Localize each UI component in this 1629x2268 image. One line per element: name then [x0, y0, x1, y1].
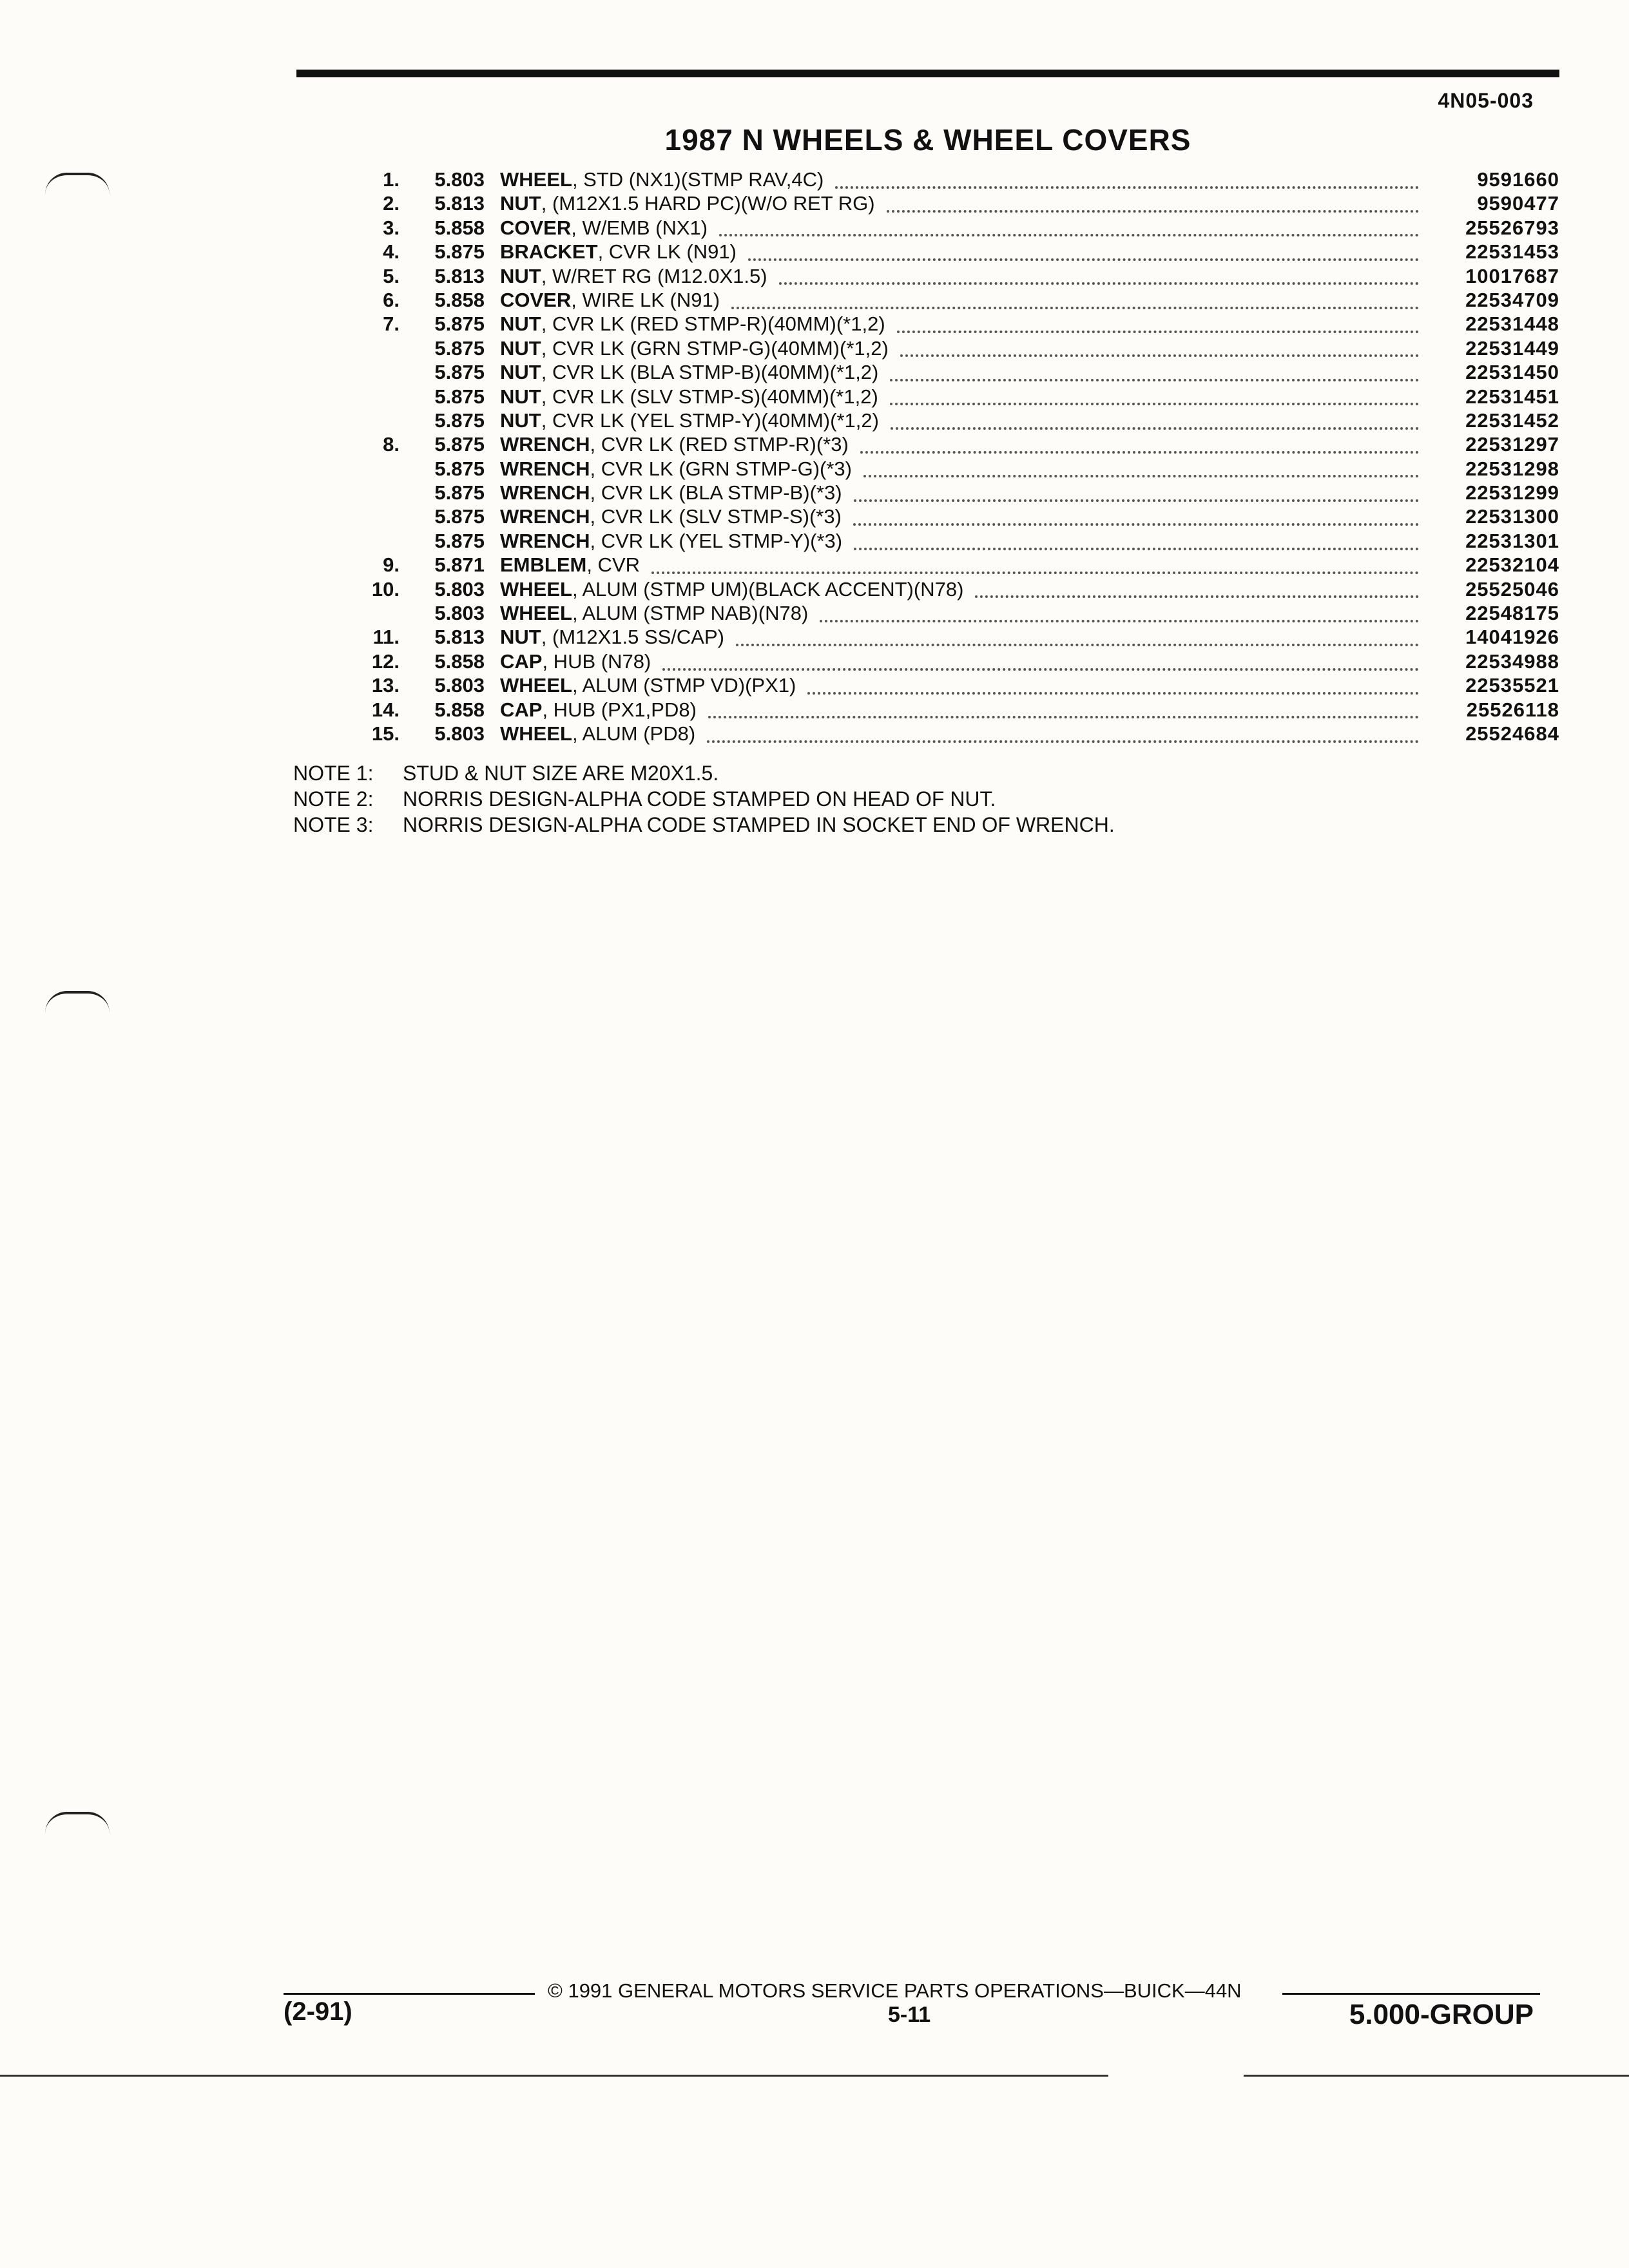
part-number: 25524684 — [1465, 722, 1559, 745]
part-description — [500, 288, 720, 312]
item-number: 9. — [383, 553, 400, 577]
part-name: NUT — [500, 192, 541, 215]
group-code: 5.875 — [434, 529, 485, 552]
part-name: COVER — [500, 216, 572, 239]
dot-leader — [835, 184, 1419, 189]
group-code: 5.871 — [434, 553, 485, 577]
note-line — [293, 760, 1115, 786]
part-name: WHEEL — [500, 722, 572, 745]
part-number: 22531297 — [1465, 433, 1559, 456]
group-code: 5.875 — [434, 457, 485, 480]
part-row — [348, 408, 1559, 432]
revision-date: (2-91) — [284, 1997, 352, 2026]
part-spec: , CVR LK (RED STMP-R)(40MM)(*1,2) — [541, 312, 885, 336]
part-spec: , (M12X1.5 HARD PC)(W/O RET RG) — [541, 192, 875, 215]
part-name: CAP — [500, 698, 543, 721]
part-description — [500, 601, 808, 625]
part-number: 10017687 — [1465, 264, 1559, 287]
item-number: 6. — [383, 288, 400, 311]
part-row — [348, 649, 1559, 673]
part-row — [348, 577, 1559, 601]
part-description — [500, 481, 842, 505]
part-name: WRENCH — [500, 481, 590, 505]
part-description — [500, 336, 889, 360]
dot-leader — [854, 497, 1419, 502]
item-number: 8. — [383, 433, 400, 456]
part-name: COVER — [500, 288, 572, 311]
part-spec: , CVR LK (SLV STMP-S)(40MM)(*1,2) — [541, 385, 878, 408]
dot-leader — [900, 352, 1419, 357]
part-spec: , HUB (PX1,PD8) — [542, 698, 697, 721]
page-code: 4N05-003 — [1438, 89, 1534, 112]
part-name: NUT — [500, 385, 541, 408]
part-number: 25526793 — [1465, 216, 1559, 239]
dot-leader — [719, 231, 1419, 236]
group-code: 5.858 — [434, 649, 485, 673]
part-spec: , CVR LK (RED STMP-R)(*3) — [590, 433, 849, 456]
group-code: 5.803 — [434, 722, 485, 745]
part-spec: , CVR LK (GRN STMP-G)(40MM)(*1,2) — [541, 336, 889, 360]
note-text: STUD & NUT SIZE ARE M20X1.5. — [403, 762, 719, 785]
copyright-notice: © 1991 GENERAL MOTORS SERVICE PARTS OPERATIONS—BUICK—44N — [548, 1979, 1242, 2002]
dot-leader — [779, 280, 1419, 285]
item-number: 14. — [371, 698, 400, 721]
dot-leader — [707, 738, 1419, 743]
part-name: NUT — [500, 626, 541, 649]
part-row — [348, 553, 1559, 577]
part-description — [500, 240, 737, 264]
part-spec: , W/RET RG (M12.0X1.5) — [541, 264, 767, 287]
part-name: BRACKET — [500, 240, 598, 264]
item-number: 4. — [383, 240, 400, 264]
item-number: 7. — [383, 312, 400, 336]
part-description — [500, 625, 724, 649]
item-number: 10. — [371, 577, 400, 601]
part-spec: , ALUM (PD8) — [572, 722, 696, 745]
part-row — [348, 216, 1559, 240]
dot-leader — [748, 256, 1419, 261]
part-name: NUT — [500, 336, 541, 360]
part-name: WRENCH — [500, 505, 590, 528]
part-spec: , CVR LK (YEL STMP-Y)(40MM)(*1,2) — [541, 408, 879, 432]
dot-leader — [736, 641, 1419, 646]
part-row — [348, 673, 1559, 697]
part-spec: , ALUM (STMP VD)(PX1) — [572, 674, 796, 697]
part-spec: , WIRE LK (N91) — [571, 288, 720, 311]
group-code: 5.803 — [434, 674, 485, 697]
top-rule — [296, 70, 1559, 77]
dot-leader — [731, 304, 1419, 309]
part-row — [348, 240, 1559, 264]
part-description — [500, 408, 879, 432]
part-row — [348, 312, 1559, 336]
dot-leader — [807, 689, 1419, 695]
group-code: 5.875 — [434, 312, 485, 336]
part-number: 25525046 — [1465, 577, 1559, 601]
dot-leader — [662, 666, 1419, 671]
part-spec: , CVR LK (YEL STMP-Y)(*3) — [590, 529, 843, 552]
part-row — [348, 529, 1559, 553]
part-row — [348, 336, 1559, 360]
part-name: WHEEL — [500, 577, 572, 601]
group-code: 5.875 — [434, 481, 485, 505]
group-code: 5.803 — [434, 168, 485, 191]
part-name: WRENCH — [500, 457, 590, 480]
item-number: 11. — [372, 626, 400, 649]
part-row — [348, 722, 1559, 745]
part-description — [500, 264, 767, 288]
part-number: 22534709 — [1465, 288, 1559, 311]
note-label: NOTE 1: — [293, 762, 374, 785]
group-code: 5.813 — [434, 264, 485, 287]
part-name: WRENCH — [500, 433, 590, 456]
part-number: 22531448 — [1465, 312, 1559, 336]
part-description — [500, 360, 878, 384]
notes-section — [293, 760, 1115, 838]
dot-leader — [863, 472, 1419, 477]
parts-list — [348, 168, 1559, 745]
binder-hole-mark — [45, 1812, 110, 1834]
part-spec: , CVR LK (BLA STMP-B)(40MM)(*1,2) — [541, 361, 879, 384]
item-number: 2. — [383, 192, 400, 215]
dot-leader — [854, 545, 1419, 550]
page-title: 1987 N WHEELS & WHEEL COVERS — [664, 123, 1191, 157]
footer-rule-right — [1282, 1993, 1540, 1995]
part-name: EMBLEM — [500, 553, 587, 577]
part-spec: , CVR LK (BLA STMP-B)(*3) — [590, 481, 842, 505]
item-number: 3. — [383, 216, 400, 239]
part-name: NUT — [500, 408, 541, 432]
binder-hole-mark — [45, 173, 110, 195]
part-number: 22531451 — [1465, 385, 1559, 408]
part-row — [348, 481, 1559, 505]
dot-leader — [890, 376, 1419, 381]
part-description — [500, 216, 708, 240]
part-number: 9590477 — [1477, 192, 1559, 215]
dot-leader — [853, 521, 1419, 526]
part-spec: , ALUM (STMP UM)(BLACK ACCENT)(N78) — [572, 577, 964, 601]
dot-leader — [708, 713, 1419, 718]
part-row — [348, 625, 1559, 649]
dot-leader — [897, 328, 1419, 333]
dot-leader — [651, 569, 1419, 574]
dot-leader — [860, 448, 1419, 454]
part-spec: , STD (NX1)(STMP RAV,4C) — [572, 168, 824, 191]
part-row — [348, 360, 1559, 384]
part-description — [500, 722, 695, 745]
group-code: 5.875 — [434, 240, 485, 264]
part-description — [500, 505, 842, 528]
part-name: WRENCH — [500, 529, 590, 552]
dot-leader — [975, 593, 1419, 598]
part-number: 22531449 — [1465, 336, 1559, 360]
group-code: 5.875 — [434, 361, 485, 384]
group-code: 5.803 — [434, 577, 485, 601]
part-number: 22534988 — [1465, 649, 1559, 673]
bottom-rule-right — [1244, 2075, 1629, 2077]
part-number: 22531453 — [1465, 240, 1559, 264]
part-row — [348, 288, 1559, 312]
part-spec: , W/EMB (NX1) — [571, 216, 708, 239]
group-code: 5.803 — [434, 602, 485, 625]
part-number: 25526118 — [1466, 698, 1559, 721]
part-name: NUT — [500, 264, 541, 287]
part-description — [500, 529, 842, 553]
group-code: 5.875 — [434, 408, 485, 432]
part-row — [348, 385, 1559, 408]
note-line — [293, 812, 1115, 838]
part-number: 14041926 — [1465, 626, 1559, 649]
part-spec: , CVR LK (GRN STMP-G)(*3) — [590, 457, 852, 480]
part-row — [348, 191, 1559, 215]
part-spec: , HUB (N78) — [542, 649, 651, 673]
note-label: NOTE 2: — [293, 787, 374, 811]
bottom-rule-left — [0, 2075, 1108, 2077]
part-name: WHEEL — [500, 674, 572, 697]
item-number: 12. — [371, 649, 400, 673]
part-row — [348, 168, 1559, 191]
item-number: 15. — [371, 722, 400, 745]
part-description — [500, 457, 852, 481]
part-name: WHEEL — [500, 602, 572, 625]
part-description — [500, 649, 651, 673]
part-name: WHEEL — [500, 168, 572, 191]
part-row — [348, 698, 1559, 722]
part-number: 9591660 — [1477, 168, 1559, 191]
part-spec: , (M12X1.5 SS/CAP) — [541, 626, 724, 649]
part-spec: , CVR LK (N91) — [597, 240, 737, 264]
group-code: 5.875 — [434, 433, 485, 456]
part-number: 22532104 — [1465, 553, 1559, 577]
item-number: 1. — [383, 168, 400, 191]
dot-leader — [891, 425, 1419, 430]
part-row — [348, 457, 1559, 481]
item-number: 5. — [383, 264, 400, 287]
note-label: NOTE 3: — [293, 813, 374, 836]
part-name: NUT — [500, 361, 541, 384]
dot-leader — [820, 617, 1419, 622]
part-spec: , CVR LK (SLV STMP-S)(*3) — [590, 505, 842, 528]
part-description — [500, 698, 697, 722]
part-spec: , ALUM (STMP NAB)(N78) — [572, 602, 809, 625]
note-text: NORRIS DESIGN-ALPHA CODE STAMPED IN SOCKET END OF WRENCH. — [403, 813, 1115, 836]
part-row — [348, 432, 1559, 456]
group-code: 5.813 — [434, 626, 485, 649]
dot-leader — [890, 400, 1419, 405]
part-row — [348, 264, 1559, 288]
group-code: 5.875 — [434, 505, 485, 528]
part-description — [500, 385, 878, 408]
part-name: NUT — [500, 312, 541, 336]
footer-rule-left — [284, 1993, 535, 1995]
part-number: 22548175 — [1465, 602, 1559, 625]
part-number: 22531452 — [1465, 408, 1559, 432]
part-row — [348, 505, 1559, 528]
group-code: 5.858 — [434, 216, 485, 239]
part-number: 22531301 — [1465, 529, 1559, 552]
dot-leader — [887, 207, 1419, 213]
page-number: 5-11 — [888, 2003, 931, 2027]
part-description — [500, 553, 640, 577]
part-description — [500, 312, 885, 336]
group-code: 5.813 — [434, 192, 485, 215]
note-line — [293, 786, 1115, 812]
group-label: 5.000-GROUP — [1349, 1999, 1534, 2030]
part-description — [500, 191, 875, 215]
part-description — [500, 577, 963, 601]
note-text: NORRIS DESIGN-ALPHA CODE STAMPED ON HEAD OF NUT. — [403, 787, 996, 811]
part-description — [500, 168, 824, 191]
part-number: 22531300 — [1465, 505, 1559, 528]
part-name: CAP — [500, 649, 543, 673]
group-code: 5.875 — [434, 336, 485, 360]
item-number: 13. — [371, 674, 400, 697]
group-code: 5.875 — [434, 385, 485, 408]
part-description — [500, 432, 849, 456]
part-number: 22531299 — [1465, 481, 1559, 505]
binder-hole-mark — [45, 991, 110, 1013]
part-number: 22531450 — [1465, 361, 1559, 384]
group-code: 5.858 — [434, 698, 485, 721]
part-description — [500, 673, 796, 697]
part-row — [348, 601, 1559, 625]
part-spec: , CVR — [586, 553, 641, 577]
part-number: 22535521 — [1465, 674, 1559, 697]
part-number: 22531298 — [1465, 457, 1559, 480]
group-code: 5.858 — [434, 288, 485, 311]
